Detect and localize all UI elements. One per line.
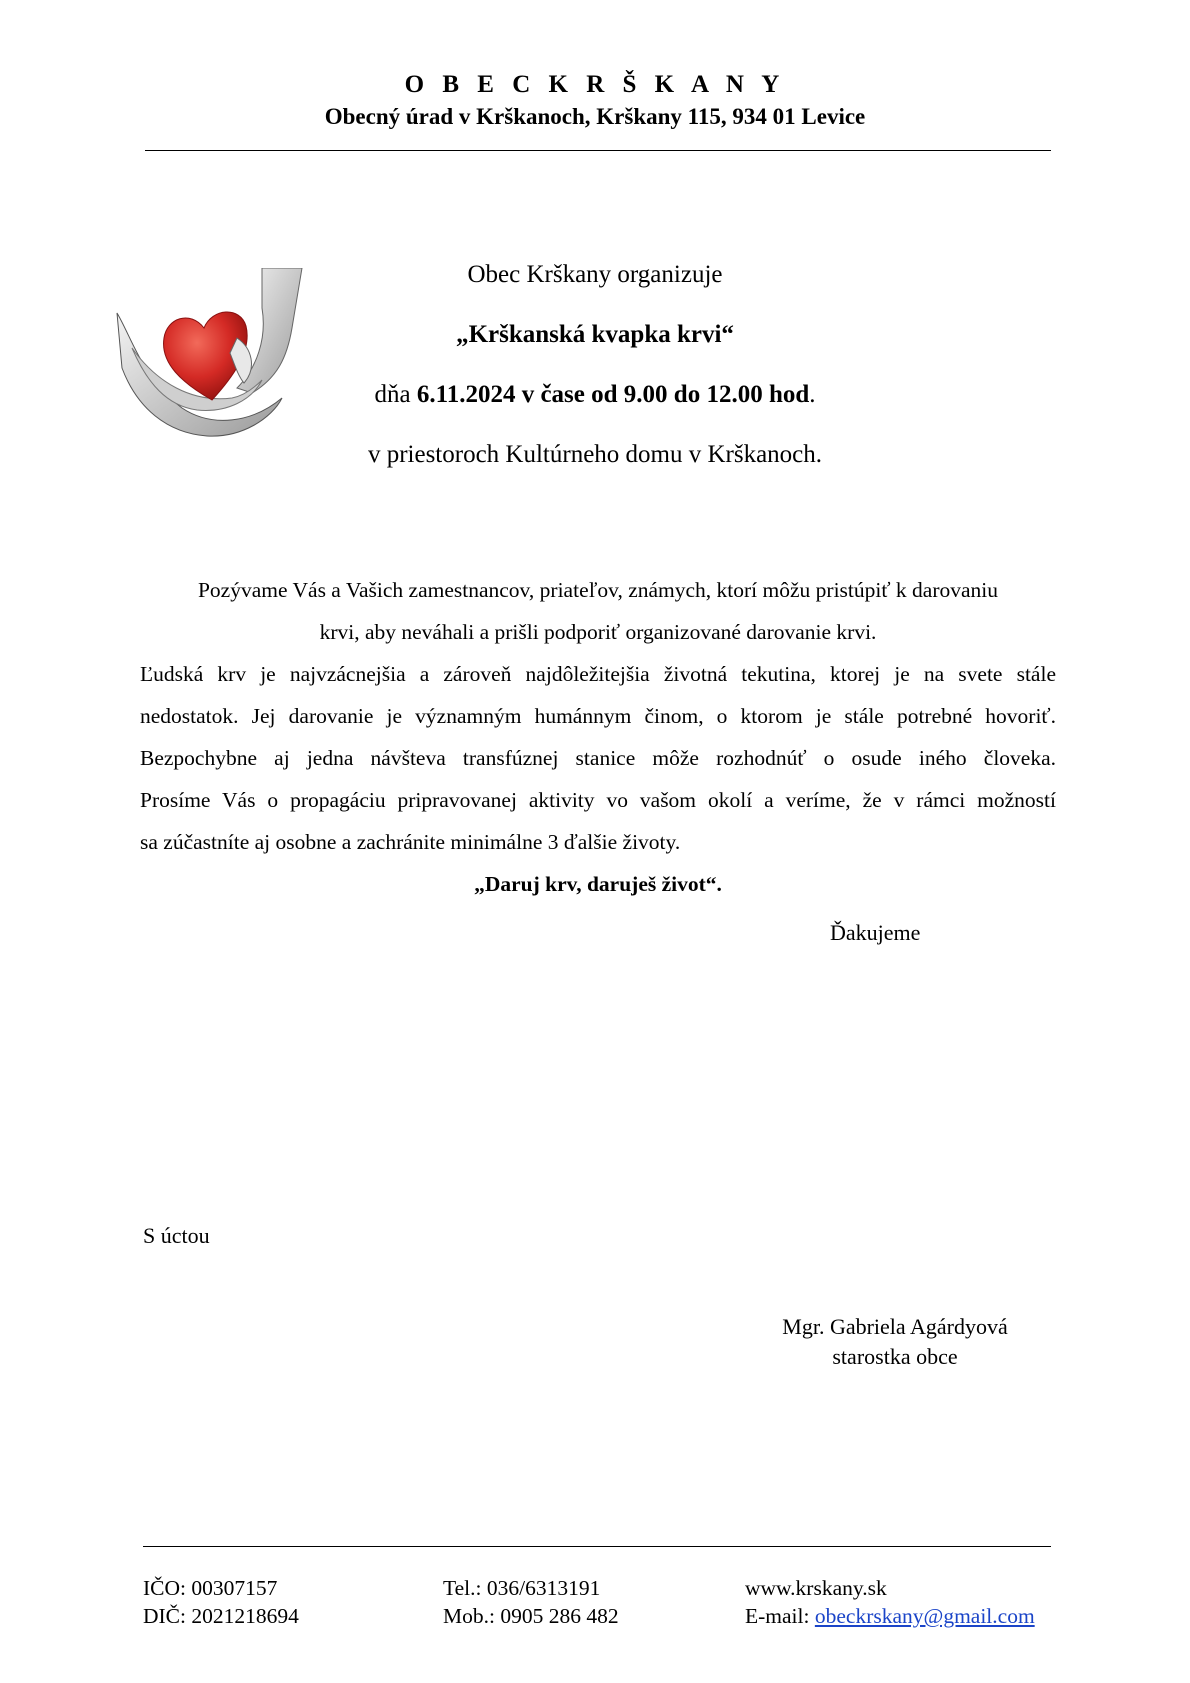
signature-role: starostka obce [832, 1344, 958, 1369]
header-divider [145, 150, 1051, 151]
body-line-4: Prosíme Vás o propagáciu pripravovanej aktivity vo vašom okolí a veríme, že v rámci možností [140, 788, 1056, 812]
event-date-line [0, 381, 1190, 409]
footer-email-link[interactable]: obeckrskany@gmail.com [814, 1604, 1035, 1628]
thanks-text: Ďakujeme [830, 920, 921, 945]
event-organizer-line: Obec Krškany organizuje [467, 261, 723, 288]
footer-contacts [745, 1574, 1035, 1630]
invitation-line-1: Pozývame Vás a Vašich zamestnancov, priateľov, známych, ktorí môžu pristúpiť k darovaniu [197, 578, 999, 602]
footer-divider [143, 1546, 1051, 1547]
event-date: 6.11.2024 v čase od 9.00 do 12.00 hod [416, 381, 810, 408]
body-line-5: sa zúčastníte aj osobne a zachránite minimálne 3 ďalšie životy. [140, 830, 681, 854]
footer-email-label: E-mail: [745, 1604, 815, 1628]
event-date-suffix: . [809, 381, 816, 408]
footer-mob: Mob.: 0905 286 482 [443, 1604, 619, 1628]
footer-email-line [745, 1602, 1035, 1630]
invitation-paragraph [140, 569, 1056, 905]
invitation-line-2: krvi, aby neváhali a prišli podporiť organizované darovanie krvi. [319, 620, 877, 644]
closing-text: S úctou [143, 1223, 210, 1248]
heart-in-hands-image [112, 268, 312, 453]
municipality-title: O B E C K R Š K A N Y [404, 71, 786, 98]
footer-tel: Tel.: 036/6313191 [443, 1576, 601, 1600]
event-place: v priestoroch Kultúrneho domu v Krškanoch. [367, 441, 823, 468]
body-line-3: Bezpochybne aj jedna návšteva transfúznej stanice môže rozhodnúť o osude iného človeka. [140, 746, 1056, 770]
body-line-1: Ľudská krv je najvzácnejšia a zároveň najdôležitejšia životná tekutina, ktorej je na svete stále [140, 662, 1056, 686]
body-line-2: nedostatok. Jej darovanie je významným humánnym činom, o ktorom je stále potrebné hovoriť. [140, 704, 1056, 728]
footer-ids [143, 1574, 299, 1630]
event-date-prefix: dňa [374, 381, 417, 408]
slogan: „Daruj krv, daruješ život“. [474, 872, 722, 896]
signature-block [740, 1312, 1050, 1372]
footer-phones [443, 1574, 619, 1630]
office-address: Obecný úrad v Krškanoch, Krškany 115, 934 01 Levice [324, 104, 866, 129]
footer-web: www.krskany.sk [745, 1576, 887, 1600]
footer-dic: DIČ: 2021218694 [143, 1604, 299, 1628]
event-name: „Krškanská kvapka krvi“ [456, 321, 734, 348]
signature-name: Mgr. Gabriela Agárdyová [782, 1314, 1008, 1339]
footer-ico: IČO: 00307157 [143, 1576, 278, 1600]
